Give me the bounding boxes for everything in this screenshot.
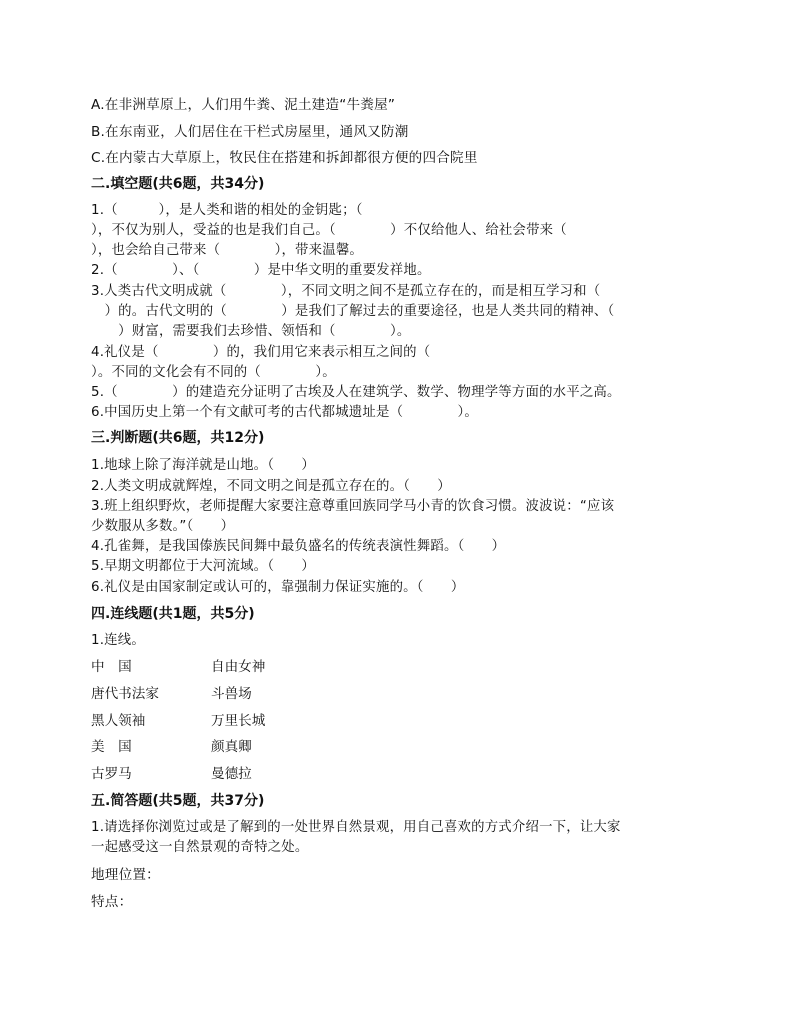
match-right-2: 斗兽场 — [211, 686, 252, 702]
short-q1-line-1: 1.请选择你浏览过或是了解到的一处世界自然景观，用自己喜欢的方式介绍一下，让大家 — [91, 820, 621, 835]
match-left-1: 中 国 — [91, 659, 132, 675]
option-c: C.在内蒙古大草原上，牧民住在搭建和拆卸都很方便的四合院里 — [91, 150, 478, 166]
section-judge-title: 三.判断题(共6题，共12分) — [91, 430, 265, 446]
judge-line-3: 3.班上组织野炊，老师提醒大家要注意尊重回族同学马小青的饮食习惯。波波说：“应该 — [91, 499, 615, 514]
option-b: B.在东南亚，人们居住在干栏式房屋里，通风又防潮 — [91, 124, 409, 140]
judge-line-1: 1.地球上除了海洋就是山地。（ ） — [91, 458, 315, 473]
match-right-1: 自由女神 — [211, 659, 266, 675]
feature-label: 特点： — [91, 894, 133, 910]
judge-line-5: 4.孔雀舞，是我国傣族民间舞中最负盛名的传统表演性舞蹈。（ ） — [91, 539, 506, 554]
judge-line-7: 6.礼仪是由国家制定或认可的，靠强制力保证实施的。（ ） — [91, 580, 465, 595]
match-left-3: 黑人领袖 — [91, 713, 146, 729]
fill-line-9: ）。不同的文化会有不同的（ ）。 — [91, 365, 336, 380]
match-question: 1.连线。 — [91, 633, 145, 648]
match-right-4: 颜真卿 — [211, 739, 252, 755]
section-short-answer-title: 五.简答题(共5题，共37分) — [91, 793, 265, 809]
option-a: A.在非洲草原上，人们用牛粪、泥土建造“牛粪屋” — [91, 97, 396, 113]
fill-line-10: 5.（ ）的建造充分证明了古埃及人在建筑学、数学、物理学等方面的水平之高。 — [91, 385, 621, 400]
fill-line-4: 2.（ ）、（ ）是中华文明的重要发祥地。 — [91, 263, 431, 278]
judge-line-4: 少数服从多数。”（ ） — [91, 519, 235, 534]
fill-line-1: 1.（ ），是人类和谐的相处的金钥匙；（ — [91, 203, 363, 218]
fill-line-11: 6.中国历史上第一个有文献可考的古代都城遗址是（ ）。 — [91, 405, 479, 420]
fill-line-5: 3.人类古代文明成就（ ），不同文明之间不是孤立存在的，而是相互学习和（ — [91, 284, 601, 299]
fill-line-7: ）财富，需要我们去珍惜、领悟和（ ）。 — [91, 324, 411, 339]
judge-line-6: 5.早期文明都位于大河流域。（ ） — [91, 559, 315, 574]
fill-line-3: ），也会给自己带来（ ），带来温馨。 — [91, 243, 364, 258]
section-match-title: 四.连线题(共1题，共5分) — [91, 606, 255, 622]
short-q1-line-2: 一起感受这一自然景观的奇特之处。 — [91, 840, 309, 855]
fill-line-6: ）的。古代文明的（ ）是我们了解过去的重要途径，也是人类共同的精神、（ — [91, 304, 615, 319]
judge-line-2: 2.人类文明成就辉煌，不同文明之间是孤立存在的。（ ） — [91, 479, 451, 494]
section-fill-blank-title: 二.填空题(共6题，共34分) — [91, 176, 265, 192]
match-left-4: 美 国 — [91, 739, 132, 755]
fill-line-8: 4.礼仪是（ ）的，我们用它来表示相互之间的（ — [91, 345, 431, 360]
fill-line-2: ），不仅为别人，受益的也是我们自己。（ ）不仅给他人、给社会带来（ — [91, 223, 567, 238]
match-right-3: 万里长城 — [211, 713, 266, 729]
match-left-2: 唐代书法家 — [91, 686, 159, 702]
match-left-5: 古罗马 — [91, 766, 132, 782]
match-right-5: 曼德拉 — [211, 766, 252, 782]
geo-location-label: 地理位置： — [91, 867, 160, 883]
